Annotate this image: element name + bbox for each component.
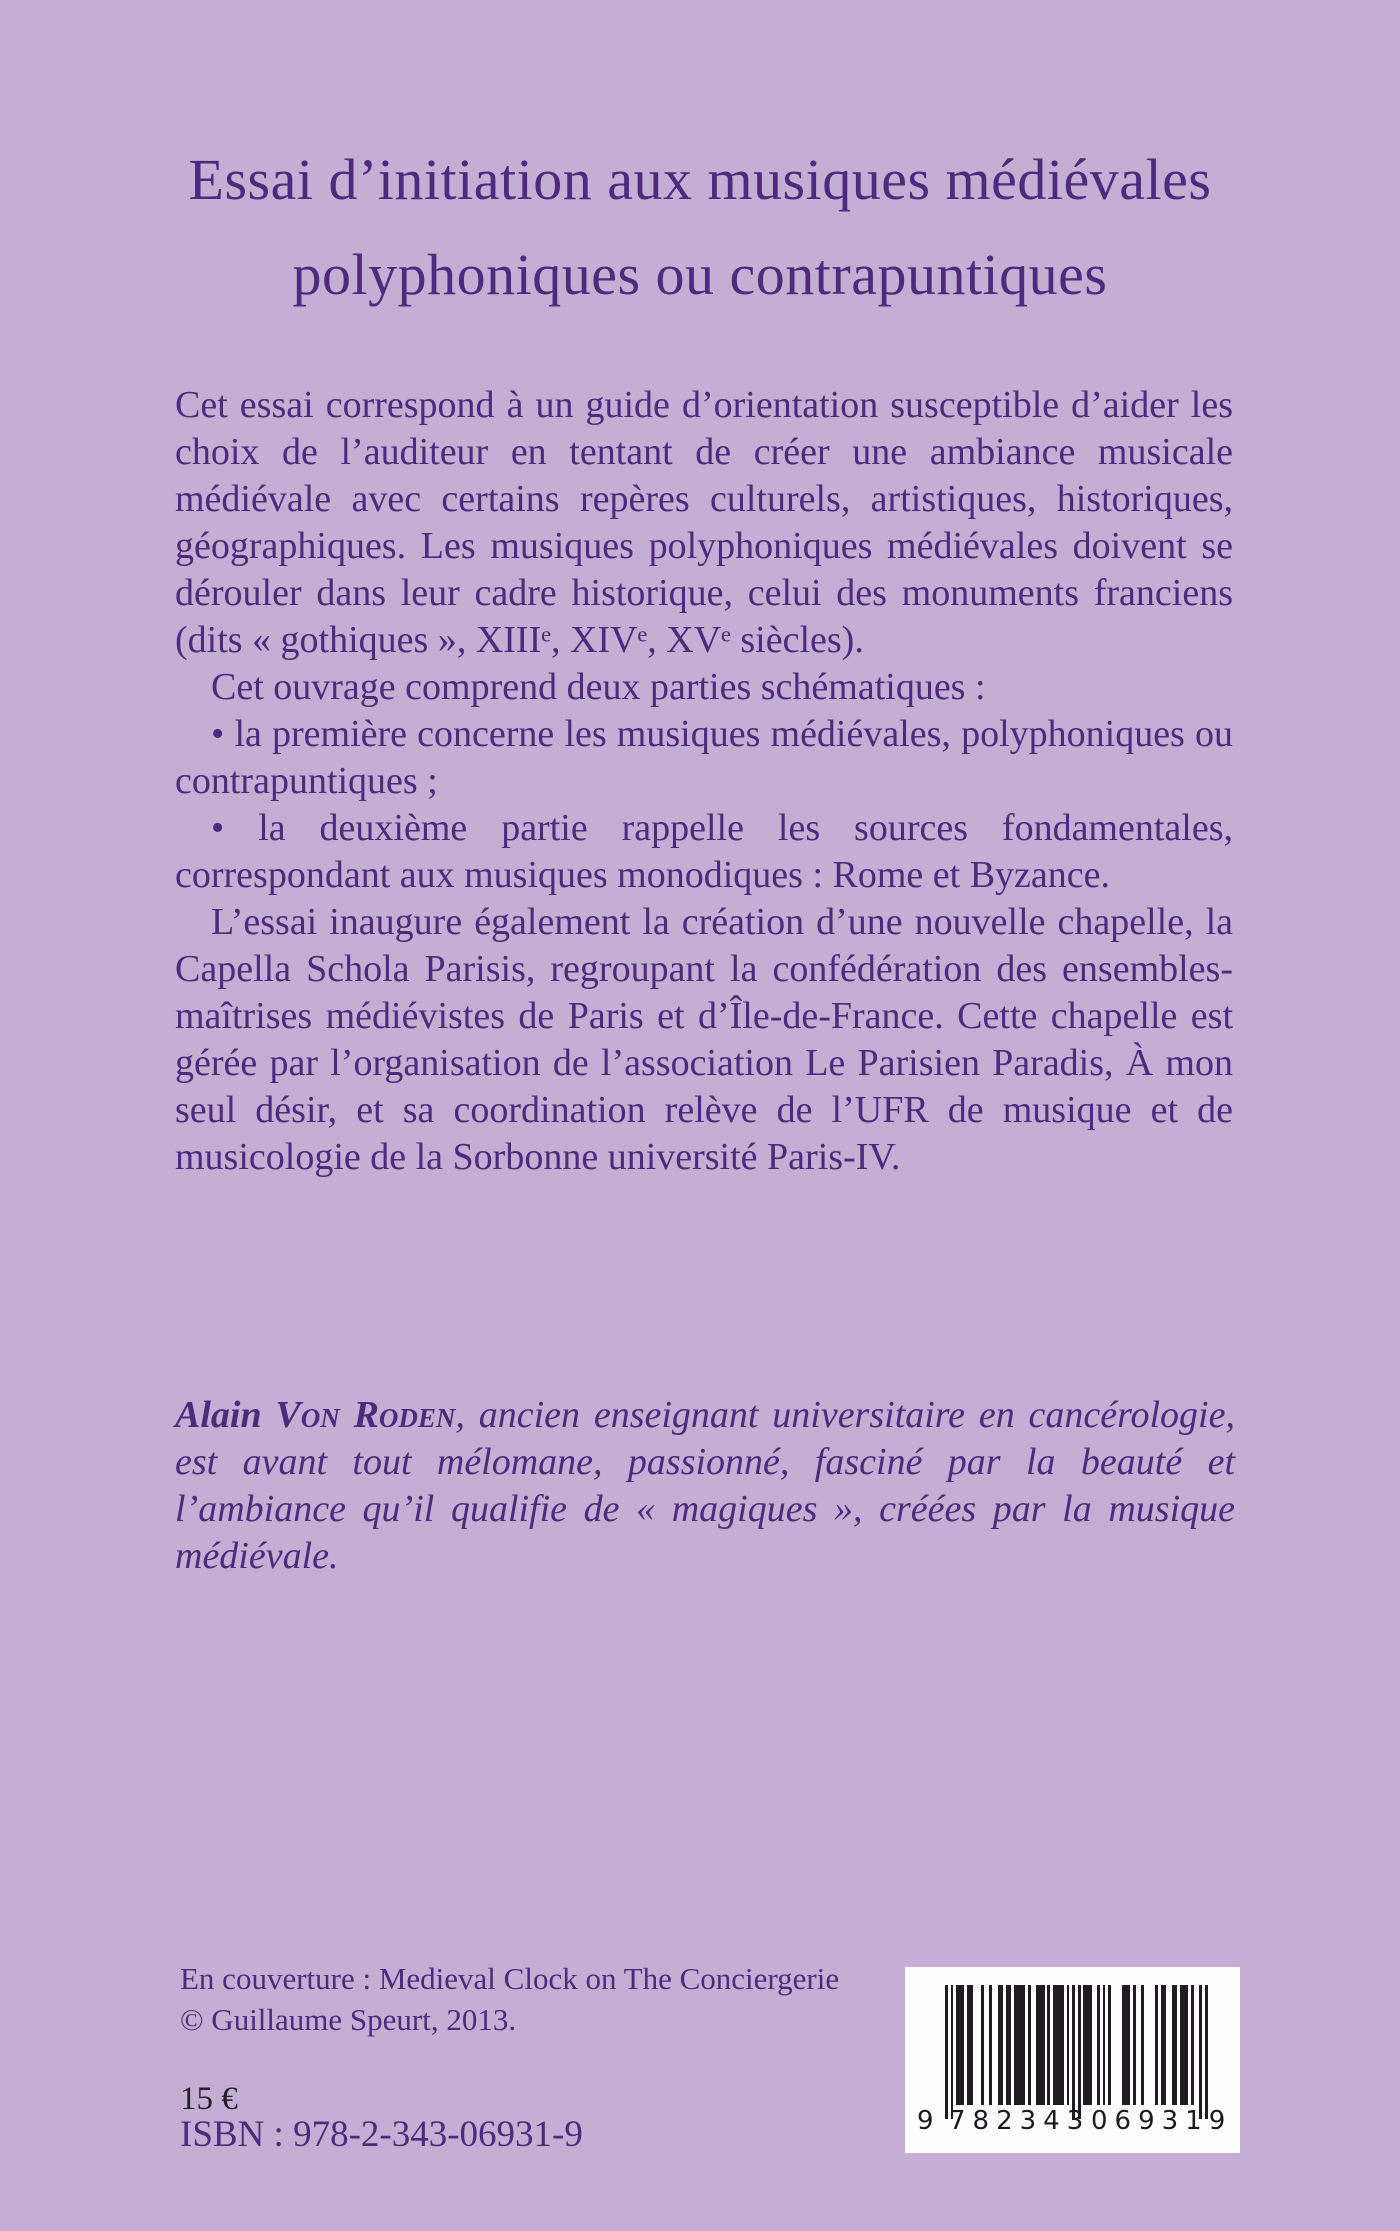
synopsis-paragraph-1: Cet essai correspond à un guide d’orientation susceptible d’aider les choix de l’auditeur en tentant de créer une ambiance musicale médiévale avec certains repères culturels, artistiques, historiques, géographiques. Les musiques polyphoniques médiévales doivent se dérouler dans leur cadre historique, celui des monuments franciens (dits « gothiques », XIIIᵉ, XIVᵉ, XVᵉ siècles). [175, 384, 1233, 661]
author-bio [175, 1392, 1235, 1580]
synopsis-paragraph-2: Cet ouvrage comprend deux parties schématiques : [211, 666, 986, 708]
barcode [905, 1967, 1240, 2153]
author-name [175, 1394, 455, 1436]
synopsis-paragraph-3: L’essai inaugure également la création d’une nouvelle chapelle, la Capella Schola Parisis, regroupant la confédération des ensembles-maîtrises médiévistes de Paris et d’Île-de-France. Cette chapelle est gérée par l’organisation de l’association Le Parisien Paradis, À mon seul désir, et sa coordination relève de l’UFR de musique et de musicologie de la Sorbonne université Paris-IV. [175, 901, 1233, 1178]
synopsis-bullet-1: • la première concerne les musiques médiévales, polyphoniques ou contrapuntiques ; [175, 713, 1233, 802]
barcode-digit-group2: 069319 [1091, 2106, 1233, 2136]
cover-credit-line1: En couverture : Medieval Clock on The Conciergerie [180, 1961, 840, 1996]
author-last-name: Von Roden [275, 1394, 456, 1436]
book-title-line2: polyphoniques ou contrapuntiques [292, 242, 1108, 307]
price: 15 € [180, 2081, 238, 2117]
isbn: ISBN : 978-2-343-06931-9 [180, 2114, 583, 2155]
author-bio-text: , ancien enseignant universitaire en cancérologie, est avant tout mélomane, passionné, fasciné par la beauté et l’ambiance qu’il qualifie de « magiques », créées par la musique médiévale. [175, 1394, 1235, 1577]
cover-credit [180, 1958, 839, 2040]
barcode-number [917, 2106, 1233, 2136]
synopsis [175, 382, 1233, 1181]
author-first-name: Alain [175, 1394, 262, 1436]
book-title-line1: Essai d’initiation aux musiques médiévales [188, 147, 1212, 212]
barcode-digit-lead: 9 [917, 2106, 934, 2136]
cover-credit-line2: © Guillaume Speurt, 2013. [180, 2002, 517, 2037]
book-title [90, 132, 1310, 322]
barcode-digit-group1: 782343 [949, 2106, 1091, 2136]
barcode-bars [945, 1985, 1209, 2105]
synopsis-bullet-2: • la deuxième partie rappelle les sources fondamentales, correspondant aux musiques monodiques : Rome et Byzance. [175, 807, 1233, 896]
